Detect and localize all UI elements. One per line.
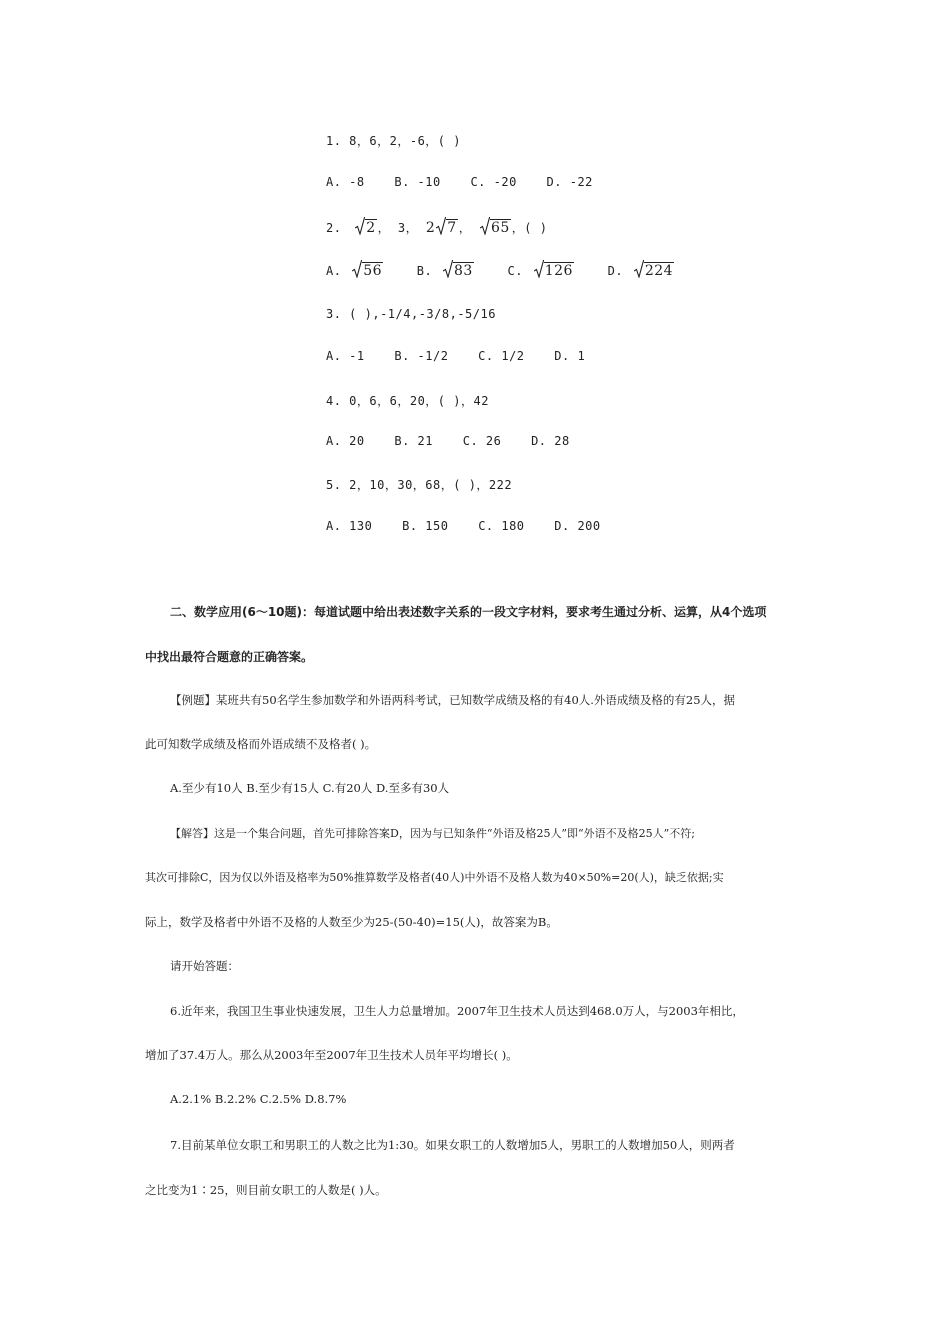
q3-option-c: C. 1/2 [478, 349, 525, 363]
section-heading-line-1: 二、数学应用(6～10题)：每道试题中给出表述数字关系的一段文字材料，要求考生通过分析、运算，从4个选项 [170, 605, 767, 619]
radical-sign-icon [352, 260, 362, 278]
answer-line-3: 际上，数学及格者中外语不及格的人数至少为25-(50-40)=15(人)，故答案为B。 [145, 915, 558, 929]
example-line-1: 【例题】某班共有50名学生参加数学和外语两科考试，已知数学成绩及格的有40人.外语成绩及格的有25人，据 [170, 693, 736, 707]
q5-options [326, 519, 623, 533]
q4-stem: 4. 0，6，6，20，( )，42 [326, 394, 489, 408]
q2-stem: 2. 2 ， 3， 2 7 ， 65 ，( ) [326, 219, 547, 236]
q1-options [326, 175, 615, 189]
q5-option-a: A. 130 [326, 519, 373, 533]
q7-line-1: 7.目前某单位女职工和男职工的人数之比为1:30。如果女职工的人数增加5人，男职工的人数增加50人，则两者 [170, 1138, 735, 1152]
q3-option-d: D. 1 [554, 349, 586, 363]
q2-option-d: 224 [634, 263, 674, 279]
q4-option-a: A. 20 [326, 434, 365, 448]
q1-stem: 1. 8，6，2，-6，( ) [326, 134, 461, 148]
q4-option-b: B. 21 [394, 434, 433, 448]
q2-option-a: 56 [352, 263, 383, 279]
section-heading-line-2: 中找出最符合题意的正确答案。 [145, 650, 314, 664]
q4-option-c: C. 26 [462, 434, 502, 448]
q5-option-b: B. 150 [402, 519, 449, 533]
q2-term-3-coef: 2 [425, 220, 436, 236]
q2-number: 2. [326, 221, 342, 235]
q1-option-c: C. -20 [470, 175, 517, 189]
q4-options [326, 434, 592, 448]
q2-option-b-label: B. [416, 264, 433, 278]
q3-option-a: A. -1 [326, 349, 365, 363]
radical-sign-icon [534, 260, 544, 278]
q1-option-d: D. -22 [546, 175, 593, 189]
q2-option-b: 83 [443, 263, 474, 279]
q5-option-d: D. 200 [554, 519, 601, 533]
q4-option-d: D. 28 [531, 434, 570, 448]
q2-option-a-label: A. [326, 264, 342, 278]
q5-option-c: C. 180 [478, 519, 525, 533]
radical-sign-icon [480, 217, 490, 235]
q5-stem: 5. 2，10，30，68，( )，222 [326, 478, 513, 492]
answer-line-1: 【解答】这是一个集合问题，首先可排除答案D，因为与已知条件“外语及格25人”即“外语不及格25人”不符; [170, 827, 696, 840]
q3-options [326, 349, 607, 363]
q1-option-a: A. -8 [326, 175, 365, 189]
radical-sign-icon [355, 217, 365, 235]
q2-term-2: 3 [397, 221, 406, 235]
q2-options [326, 263, 675, 279]
q6-line-1: 6.近年来，我国卫生事业快速发展，卫生人力总量增加。2007年卫生技术人员达到468.0万人，与2003年相比， [170, 1004, 744, 1018]
q2-option-d-label: D. [607, 264, 624, 278]
example-line-2: 此可知数学成绩及格而外语成绩不及格者( )。 [145, 737, 377, 751]
q2-term-1: 2 [355, 220, 376, 236]
radical-sign-icon [443, 260, 453, 278]
q2-option-c-label: C. [507, 264, 523, 278]
start-prompt: 请开始答题： [170, 959, 239, 973]
example-options: A.至少有10人 B.至少有15人 C.有20人 D.至多有30人 [170, 781, 450, 795]
q2-option-c: 126 [534, 263, 574, 279]
q3-option-b: B. -1/2 [394, 349, 449, 363]
answer-line-2: 其次可排除C，因为仅以外语及格率为50%推算数学及格者(40人)中外语不及格人数为40×50%=20(人)，缺乏依据;实 [145, 871, 724, 884]
radical-sign-icon [436, 217, 446, 235]
q7-line-2: 之比变为1∶25，则目前女职工的人数是( )人。 [145, 1183, 387, 1197]
q6-options: A.2.1% B.2.2% C.2.5% D.8.7% [170, 1092, 347, 1106]
radical-sign-icon [634, 260, 644, 278]
q2-term-4: 65 [480, 220, 511, 236]
q6-line-2: 增加了37.4万人。那么从2003年至2007年卫生技术人员年平均增长( )。 [145, 1048, 518, 1062]
q3-stem: 3. ( ),-1/4,-3/8,-5/16 [326, 307, 496, 321]
q1-option-b: B. -10 [394, 175, 441, 189]
q2-term-3: 7 [436, 220, 457, 236]
